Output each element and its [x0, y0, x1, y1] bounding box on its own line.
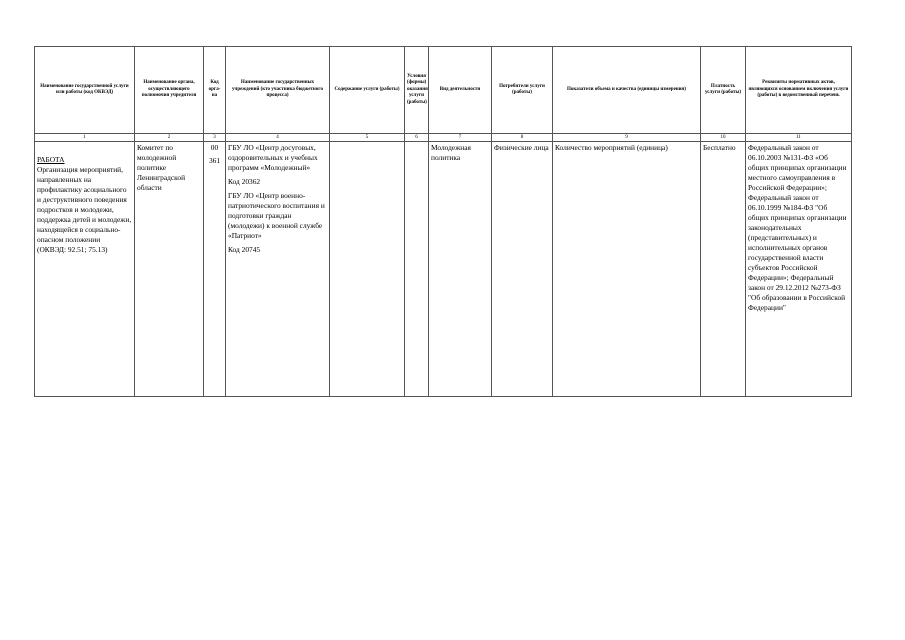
- institution-name: ГБУ ЛО «Центр военно-патриотического воспитания и подготовки граждан (молодежи) к военной службе «Патриот»: [228, 191, 325, 240]
- column-number: 2: [135, 134, 204, 142]
- activity-type-cell: Молодежная политика: [429, 142, 492, 397]
- column-number: 1: [35, 134, 135, 142]
- column-number: 6: [405, 134, 429, 142]
- institution-code: Код 20362: [228, 177, 261, 186]
- body-code-cell: [204, 142, 226, 397]
- column-number: 4: [226, 134, 330, 142]
- column-number: 10: [701, 134, 746, 142]
- founder-body-cell: Комитет по молодежной политике Ленинградской области: [135, 142, 204, 397]
- institution-name: ГБУ ЛО «Центр досуговых, оздоровительных и учебных программ «Молодежный»: [228, 143, 318, 172]
- header-body-code: Код орга-на: [204, 47, 226, 134]
- payment-cell: Бесплатно: [701, 142, 746, 397]
- column-number: 8: [492, 134, 553, 142]
- table-row: [35, 142, 852, 397]
- body-code-part: 00: [210, 143, 219, 152]
- header-service-content: Содержание услуги (работы): [330, 47, 405, 134]
- legal-acts-cell: Федеральный закон от 06.10.2003 №131-ФЗ «Об общих принципах организации местного самоуправления в Российской Федерации»; Федеральный закон от 06.10.1999 №184-ФЗ "Об общих принципах организации законодательных (представительных) и исполнительных органов государственной власти субъектов Российской Федерации»; Федеральный закон от 29.12.2012 №273-ФЗ "Об образовании в Российской Федерации": [746, 142, 852, 397]
- service-content-cell: [330, 142, 405, 397]
- header-payment: Платность услуги (работы): [701, 47, 746, 134]
- column-number: 5: [330, 134, 405, 142]
- column-number-row: [35, 134, 852, 142]
- column-number: 9: [553, 134, 701, 142]
- header-row: [35, 47, 852, 134]
- header-legal-acts: Реквизиты нормативных актов, являющихся основанием включения услуги (работы) в ведомственный перечень: [746, 47, 852, 134]
- header-indicators: Показатели объема и качества (единицы измерения): [553, 47, 701, 134]
- institution-code: Код 20745: [228, 245, 261, 254]
- header-institutions: Наименование государственных учреждений (кто участника бюджетного процесса): [226, 47, 330, 134]
- service-type-label: РАБОТА: [37, 155, 65, 164]
- column-number: 3: [204, 134, 226, 142]
- service-description: Организация мероприятий, направленных на профилактику асоциального и деструктивного поведения подростков и молодежи, поддержка детей и молодежи, находящейся в социально-опасном положении: [37, 165, 132, 244]
- service-name-cell: [35, 142, 135, 397]
- header-service-conditions: Условия (формы) оказания услуги (работы): [405, 47, 429, 134]
- column-number: 11: [746, 134, 852, 142]
- institutions-cell: [226, 142, 330, 397]
- indicators-cell: Количество мероприятий (единица): [553, 142, 701, 397]
- consumers-cell: Физические лица: [492, 142, 553, 397]
- header-consumers: Потребители услуги (работы): [492, 47, 553, 134]
- services-register-table: [34, 46, 852, 397]
- service-conditions-cell: [405, 142, 429, 397]
- okved-code: (ОКВЭД: 92.51; 75.13): [37, 245, 108, 254]
- header-service-name: Наименование государственной услуги или работы (код ОКВЭД): [35, 47, 135, 134]
- column-number: 7: [429, 134, 492, 142]
- header-activity-type: Вид деятельности: [429, 47, 492, 134]
- header-founder-body: Наименование органа, осуществляющего полномочия учредителя: [135, 47, 204, 134]
- body-code-part: 361: [208, 156, 221, 165]
